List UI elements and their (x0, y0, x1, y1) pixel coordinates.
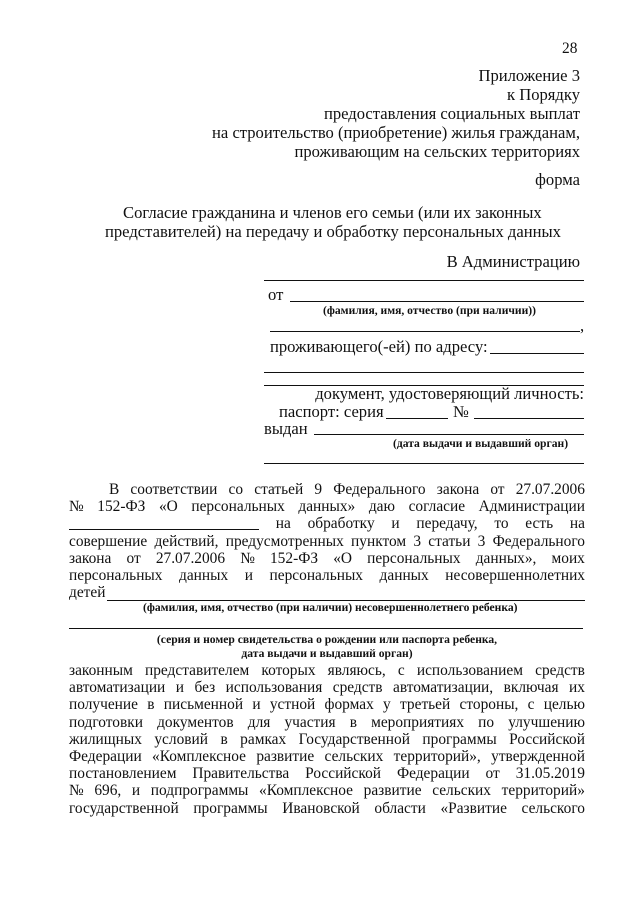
issued-line-2 (264, 463, 584, 464)
consent-line-2: № 152-ФЗ «О персональных данных» даю согласие Администрации (69, 498, 585, 516)
children-label: детей (69, 584, 106, 602)
purpose-line-3: получение в письменной и устной формах у третьей стороны, с целью (69, 696, 585, 714)
purpose-line-6: Федерации «Комплексное развитие сельских территорий», утвержденной (69, 748, 585, 766)
purpose-line-7: постановлением Правительства Российской Федерации от 31.05.2019 (69, 765, 585, 783)
document-label: документ, удостоверяющий личность: (315, 384, 584, 403)
fio-line-2 (270, 331, 580, 332)
purpose-line-1: законным представителем которых являюсь, с использованием средств (69, 662, 585, 679)
purpose-line-8: № 696, и подпрограммы «Комплексное развитие сельских территорий» (69, 782, 585, 800)
certificate-hint-2: дата выдачи и выдавший орган) (241, 647, 413, 660)
issued-label: выдан (264, 419, 308, 438)
issued-hint: (дата выдачи и выдавший орган) (393, 437, 569, 450)
purpose-line-5: жилищных условий в рамках Государственной программы Российской (69, 730, 585, 748)
address-line-2 (264, 372, 584, 373)
fio-comma: , (580, 316, 585, 335)
administration-blank (69, 515, 259, 530)
annex-line-5: проживающим на сельских территориях (294, 142, 580, 161)
passport-series-line (386, 418, 448, 419)
children-row (69, 584, 585, 601)
fio-line (290, 301, 584, 302)
annex-line-4: на строительство (приобретение) жилья гражданам, (212, 123, 580, 142)
paragraph-purpose (69, 662, 585, 817)
certificate-hint-1: (серия и номер свидетельства о рождении или паспорта ребенка, (156, 633, 498, 646)
residing-label: проживающего(-ей) по адресу: (270, 337, 488, 356)
title-line-2: представителей) на передачу и обработку персональных данных (105, 222, 561, 241)
certificate-line (69, 628, 583, 629)
fio-hint: (фамилия, имя, отчество (при наличии)) (323, 304, 536, 317)
consent-line-6: персональных данных и персональных данных несовершеннолетних (69, 567, 585, 585)
passport-number-line (474, 418, 584, 419)
annex-title: Приложение 3 (478, 66, 580, 85)
consent-line-3: на обработку и передачу, то есть на (69, 515, 585, 532)
annex-line-3: предоставления социальных выплат (323, 104, 580, 123)
purpose-line-4: подготовки документов для участия в мероприятиях по улучшению (69, 713, 585, 731)
issued-line (314, 434, 584, 435)
page-number: 28 (562, 40, 578, 57)
purpose-line-9: государственной программы Ивановской области «Развитие сельского (69, 799, 585, 817)
form-label: форма (535, 170, 580, 189)
consent-line-5: закона от 27.07.2006 № 152-ФЗ «О персональных данных», моих (69, 549, 585, 567)
addressee-line (264, 280, 584, 281)
consent-line-4: совершение действий, предусмотренных пунктом 3 статьи 3 Федерального (69, 532, 585, 550)
children-line (107, 588, 585, 601)
child-hint: (фамилия, имя, отчество (при наличии) несовершеннолетнего ребенка) (143, 601, 518, 614)
annex-procedure: к Порядку (507, 85, 580, 104)
address-line-1 (490, 353, 584, 354)
title-line-1: Согласие гражданина и членов его семьи (или их законных (123, 203, 542, 222)
consent-line-1: В соответствии со статьей 9 Федерального закона от 27.07.2006 (109, 481, 585, 498)
addressee: В Администрацию (446, 252, 580, 271)
from-label: от (268, 285, 284, 304)
paragraph-consent (69, 481, 585, 601)
passport-series-label: паспорт: серия (279, 402, 384, 421)
purpose-line-2: автоматизации и без использования средств автоматизации, включая их (69, 679, 585, 697)
passport-number-label: № (453, 402, 469, 421)
